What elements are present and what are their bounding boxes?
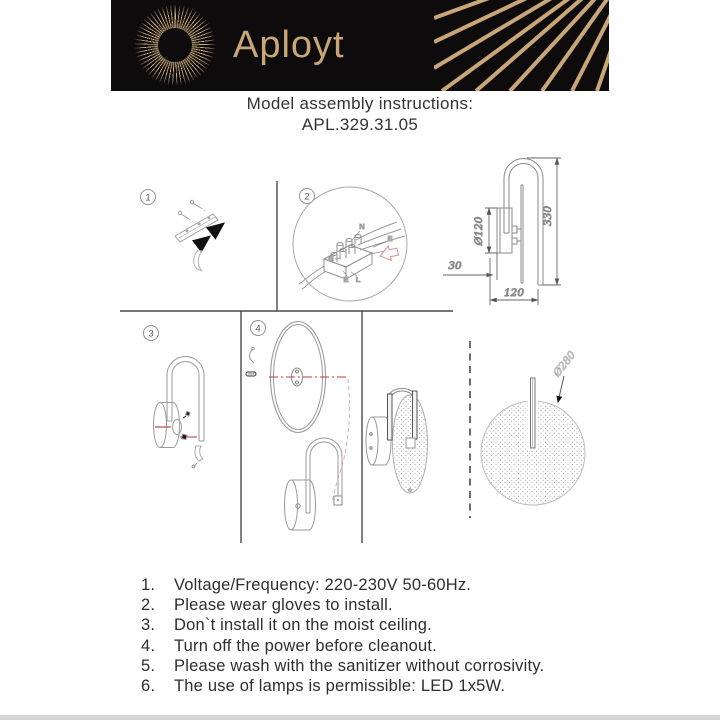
instruction-item (141, 636, 544, 656)
instruction-item (141, 676, 544, 696)
dim-fixture-width: 120 (503, 287, 525, 299)
instruction-text: Don`t install it on the moist ceiling. (174, 616, 432, 635)
instruction-number: 1. (141, 576, 156, 594)
instruction-item (141, 595, 544, 615)
instruction-text: Please wear gloves to install. (174, 596, 393, 615)
wire-label-e-top: E (387, 234, 393, 243)
assembly-diagram (60, 140, 660, 580)
dim-canopy-diameter: Ø120 (473, 216, 485, 246)
instruction-number: 5. (141, 656, 156, 675)
instruction-text: The use of lamps is permissible: LED 1x5W. (174, 677, 506, 696)
instruction-text: Voltage/Frequency: 220-230V 50-60Hz. (174, 576, 472, 594)
instruction-item (141, 615, 544, 635)
dim-fixture-height: 330 (542, 205, 554, 227)
page-title: Model assembly instructions: (246, 94, 474, 113)
dim-canopy-depth: 30 (448, 260, 462, 272)
brand-logo (135, 5, 215, 85)
dimension-drawing (443, 158, 561, 305)
dim-shade-diameter: Ø280 (551, 349, 579, 380)
instruction-number: 2. (141, 596, 156, 615)
front-view (481, 349, 585, 505)
instruction-text: Turn off the power before cleanout. (174, 636, 437, 655)
assembled-side-view (366, 389, 428, 494)
step-2-badge: 2 (304, 191, 310, 203)
instruction-number: 6. (141, 677, 156, 696)
step-4-badge: 4 (255, 323, 261, 335)
instruction-number: 3. (141, 616, 156, 635)
wire-label-e-bottom: E (343, 275, 349, 284)
instruction-list (141, 575, 544, 696)
step-4-drawing (246, 322, 350, 531)
step-1-badge: 1 (145, 192, 151, 204)
step-2-drawing (293, 187, 407, 301)
instruction-text: Please wash with the sanitizer without corrosivity. (174, 656, 545, 675)
brand-banner (111, 0, 609, 91)
step-1-drawing (175, 200, 223, 271)
instruction-number: 4. (141, 636, 156, 655)
photo-edge (0, 715, 720, 720)
model-number: APL.329.31.05 (301, 115, 419, 134)
wire-label-n-bottom: N (328, 254, 334, 263)
wire-label-l-bottom: L (355, 275, 361, 284)
instruction-item (141, 656, 544, 676)
brand-name: Aployt (233, 24, 345, 66)
step-3-badge: 3 (148, 328, 154, 340)
instruction-item (141, 575, 544, 595)
wire-label-n-top: N (359, 222, 365, 231)
push-direction-arrow (379, 244, 400, 262)
step-3-drawing (154, 357, 205, 468)
starburst-hub (158, 28, 192, 62)
step-badges (141, 189, 315, 341)
banner-rays-decoration (434, 0, 609, 91)
